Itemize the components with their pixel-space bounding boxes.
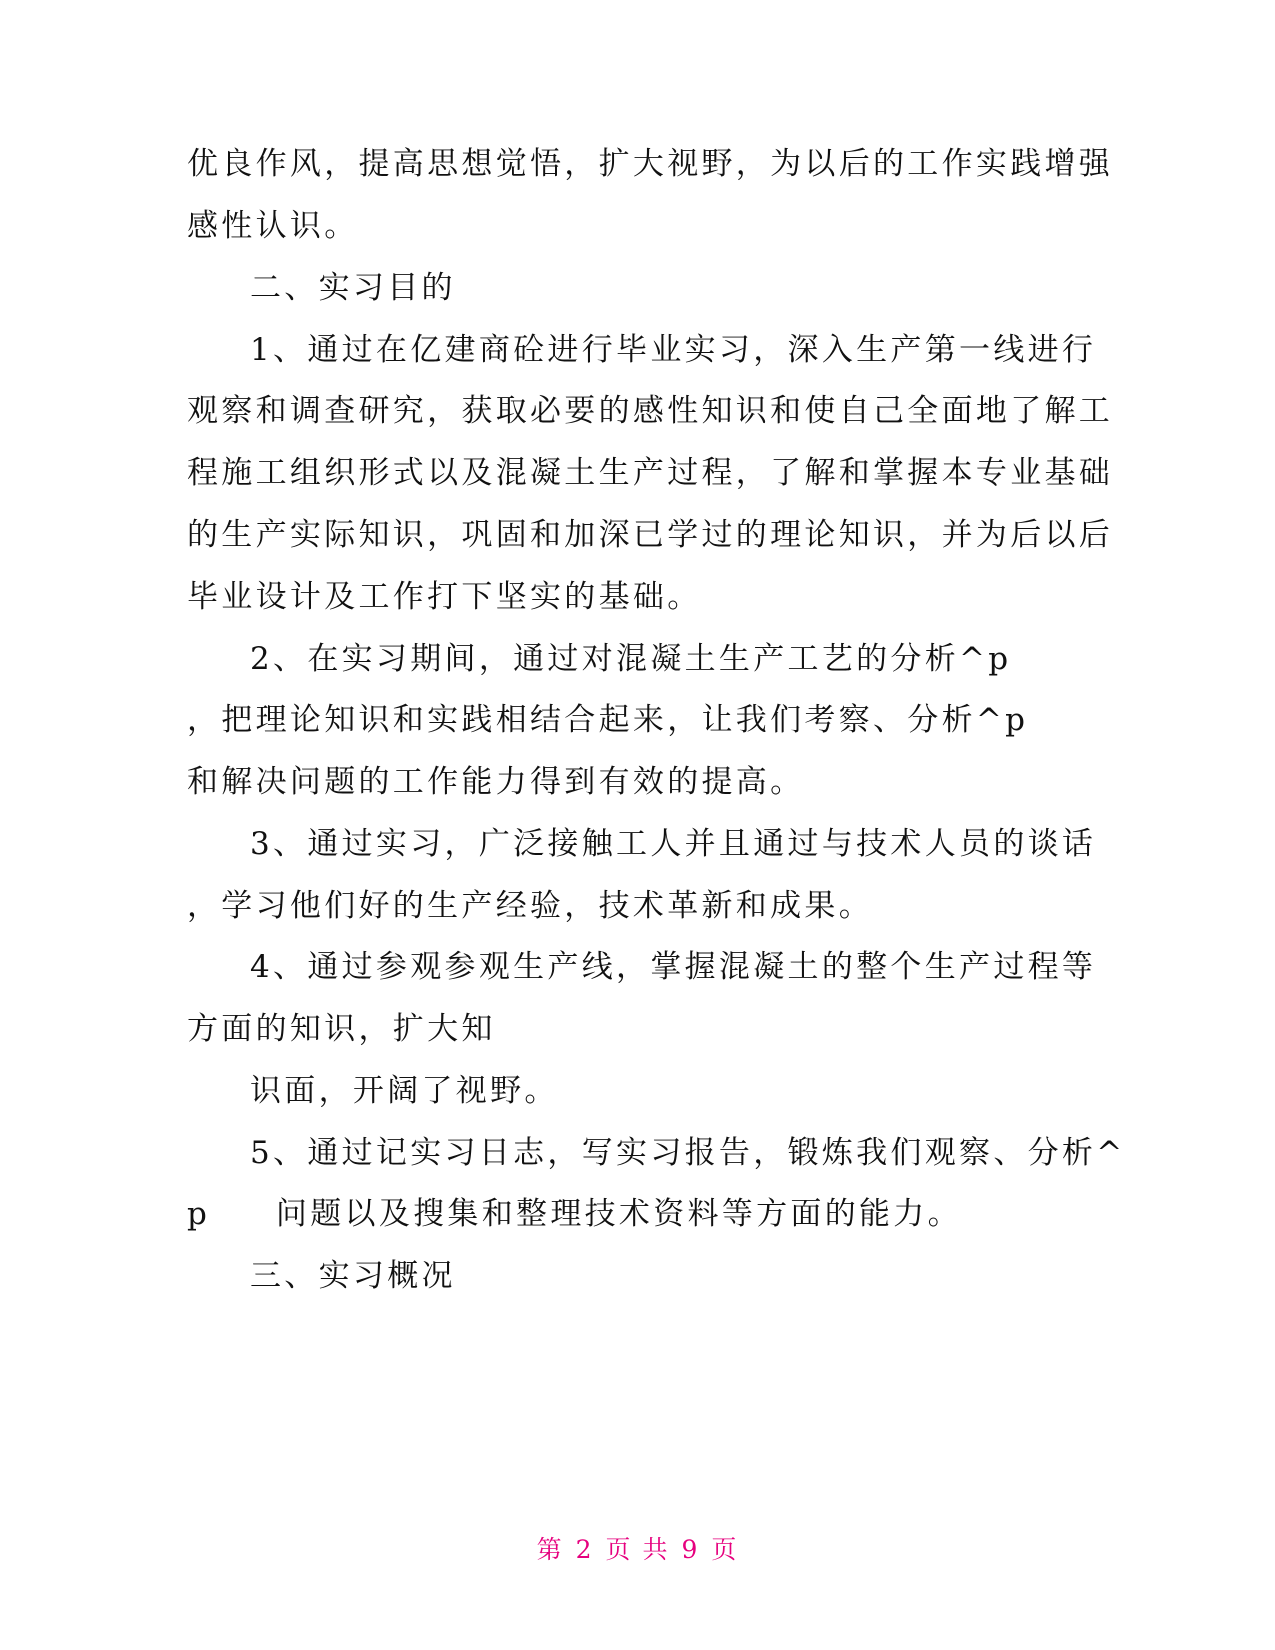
body-line-4: 1、通过在亿建商砼进行毕业实习，深入生产第一线进行 [250,332,1097,368]
footer-suffix: 页 [711,1535,739,1564]
page-footer [0,1530,1275,1566]
footer-total-pages: 9 [681,1535,700,1564]
body-line-17: 5、通过记实习日志，写实习报告，锻炼我们观察、分析^ [250,1135,1126,1171]
footer-current-page: 2 [575,1535,594,1564]
body-line-10: ，把理论知识和实践相结合起来，让我们考察、分析^p [187,702,1029,738]
body-line-11: 和解决问题的工作能力得到有效的提高。 [187,764,805,800]
body-line-14: 4、通过参观参观生产线，掌握混凝土的整个生产过程等 [250,949,1097,985]
footer-middle: 页 共 [605,1535,670,1564]
section-heading-overview: 三、实习概况 [250,1258,456,1294]
footer-prefix: 第 [536,1535,564,1564]
body-line-6: 程施工组织形式以及混凝土生产过程，了解和掌握本专业基础 [187,455,1114,491]
body-line-15: 方面的知识，扩大知 [187,1011,496,1047]
body-line-18: p 问题以及搜集和整理技术资料等方面的能力。 [187,1196,962,1232]
body-line-7: 的生产实际知识，巩固和加深已学过的理论知识，并为后以后 [187,517,1114,553]
body-line-1: 优良作风，提高思想觉悟，扩大视野，为以后的工作实践增强 [187,146,1114,182]
section-heading-objectives: 二、实习目的 [250,270,456,306]
body-line-13: ，学习他们好的生产经验，技术革新和成果。 [187,888,873,924]
body-line-8: 毕业设计及工作打下坚实的基础。 [187,579,702,615]
body-line-16: 识面，开阔了视野。 [250,1073,559,1109]
body-line-2: 感性认识。 [187,208,359,244]
body-line-12: 3、通过实习，广泛接触工人并且通过与技术人员的谈话 [250,826,1097,862]
body-line-9: 2、在实习期间，通过对混凝土生产工艺的分析^p [250,641,1012,677]
body-line-5: 观察和调查研究，获取必要的感性知识和使自己全面地了解工 [187,393,1114,429]
